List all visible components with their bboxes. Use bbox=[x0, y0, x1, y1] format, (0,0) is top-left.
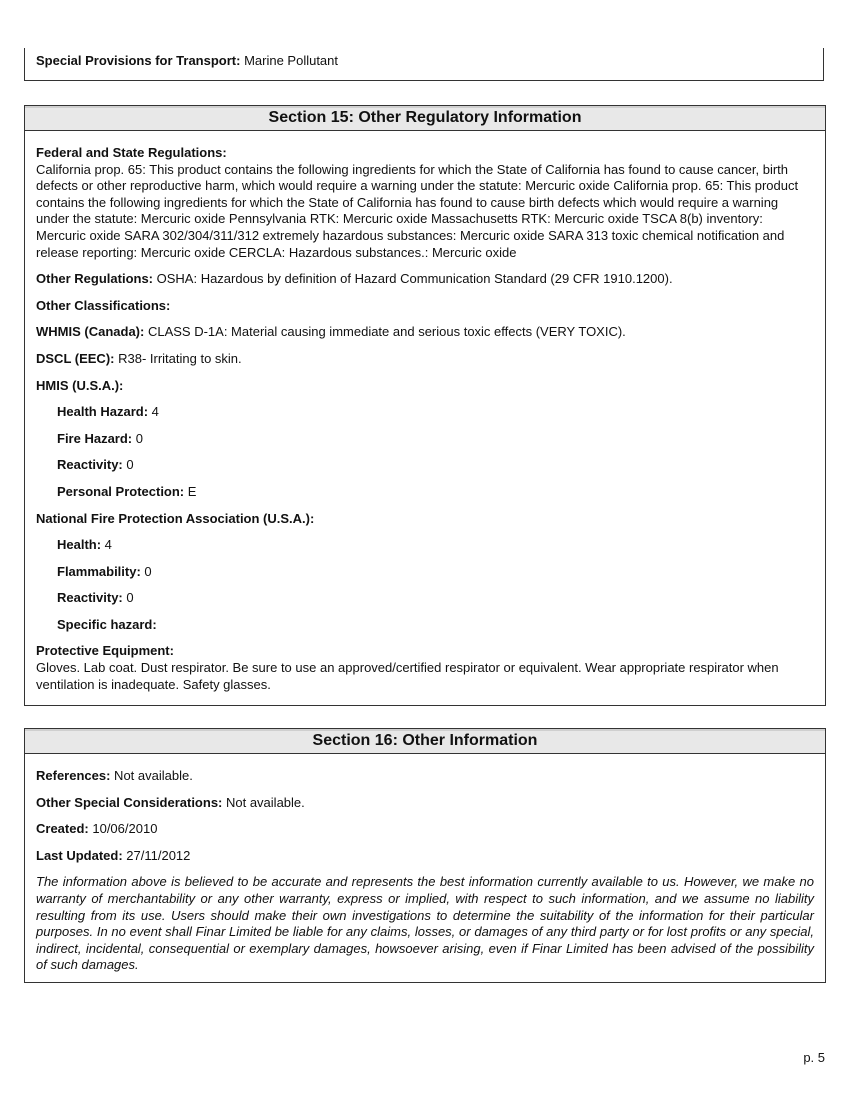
hmis-item-value: 4 bbox=[148, 404, 159, 420]
section-15-body bbox=[25, 131, 825, 705]
special-considerations-value: Not available. bbox=[222, 794, 305, 810]
nfpa-label: National Fire Protection Association (U.S.A.): bbox=[36, 510, 315, 526]
nfpa-item-label: Reactivity: bbox=[57, 590, 123, 606]
section-16-title: Section 16: Other Information bbox=[25, 729, 825, 754]
section-16-body bbox=[25, 754, 825, 982]
other-regulations bbox=[36, 271, 814, 288]
protective-equipment-text: Gloves. Lab coat. Dust respirator. Be sure to use an approved/certified respirator or equivalent. Wear appropriate respirator when ventilation is inadequate. Safety glasses. bbox=[36, 660, 779, 692]
nfpa-health bbox=[36, 537, 814, 554]
last-updated-value: 27/11/2012 bbox=[122, 847, 191, 863]
hmis-item-label: Health Hazard: bbox=[57, 404, 149, 420]
federal-state-text: California prop. 65: This product contains the following ingredients for which the State of California has found to cause cancer, birth defects or other reproductive harm, which would require a warning under the statute: Mercuric oxide California prop. 65: This product contains the following ingredients for which the State of California has found to cause birth defects which would require a warning under the statute: Mercuric oxide Pennsylvania RTK: Mercuric oxide Massachusetts RTK: Mercuric oxide TSCA 8(b) inventory: Mercuric oxide SARA 302/304/311/312 extremely hazardous substances: Mercuric oxide SARA 313 toxic chemical notification and release reporting: Mercuric oxide CERCLA: Hazardous substances.: Mercuric oxide bbox=[36, 161, 799, 260]
whmis-value: CLASS D-1A: Material causing immediate and serious toxic effects (VERY TOXIC). bbox=[144, 324, 626, 340]
nfpa-item-label: Flammability: bbox=[57, 563, 141, 579]
created-label: Created: bbox=[36, 821, 89, 837]
last-updated-date bbox=[36, 848, 814, 865]
created-value: 10/06/2010 bbox=[88, 821, 158, 837]
dscl-value: R38- Irritating to skin. bbox=[114, 350, 242, 366]
section14-continuation-box bbox=[24, 48, 824, 81]
disclaimer-text: The information above is believed to be accurate and represents the best information currently available to us. However, we make no warranty of merchantability or any other warranty, express or implied, with respect to such information, and we assume no liability resulting from its use. Users should make their own investigations to determine the suitability of the information for their particular purposes. In no event shall Finar Limited be liable for any claims, losses, or damages of any third party or for lost profits or any special, indirect, incidental, consequential or exemplary damages, howsoever arising, even if Finar Limited has been advised of the possibility of such damages. bbox=[36, 874, 814, 973]
nfpa-flammability bbox=[36, 564, 814, 581]
section-15 bbox=[24, 105, 826, 706]
references bbox=[36, 768, 814, 785]
hmis-label: HMIS (U.S.A.): bbox=[36, 377, 124, 393]
nfpa-item-label: Health: bbox=[57, 537, 102, 553]
hmis-reactivity bbox=[36, 457, 814, 474]
whmis-label: WHMIS (Canada): bbox=[36, 324, 145, 340]
hmis-item-value: E bbox=[184, 483, 197, 499]
hmis-item-label: Reactivity: bbox=[57, 457, 123, 473]
other-classifications-label: Other Classifications: bbox=[36, 297, 171, 313]
references-value: Not available. bbox=[110, 768, 193, 783]
federal-state-label: Federal and State Regulations: bbox=[36, 145, 227, 160]
protective-equipment bbox=[36, 643, 814, 693]
nfpa-item-value: 0 bbox=[140, 563, 152, 579]
created-date bbox=[36, 821, 814, 838]
hmis-item-value: 0 bbox=[132, 430, 143, 446]
transport-provisions-label: Special Provisions for Transport: bbox=[36, 53, 241, 68]
hmis-fire-hazard bbox=[36, 431, 814, 448]
last-updated-label: Last Updated: bbox=[36, 847, 123, 863]
transport-provisions-value: Marine Pollutant bbox=[240, 53, 339, 68]
special-considerations bbox=[36, 795, 814, 812]
federal-state-regulations bbox=[36, 145, 814, 261]
nfpa-item-value: 4 bbox=[101, 537, 112, 553]
references-label: References: bbox=[36, 768, 111, 783]
special-considerations-label: Other Special Considerations: bbox=[36, 794, 223, 810]
page-number: p. 5 bbox=[803, 1050, 825, 1065]
nfpa-specific-hazard bbox=[36, 617, 814, 634]
whmis-canada bbox=[36, 324, 814, 341]
hmis-item-label: Personal Protection: bbox=[57, 483, 185, 499]
nfpa-item-value: 0 bbox=[122, 590, 134, 606]
nfpa-item-label: Specific hazard: bbox=[57, 616, 157, 632]
dscl-label: DSCL (EEC): bbox=[36, 350, 115, 366]
section-16 bbox=[24, 728, 826, 983]
section-15-title: Section 15: Other Regulatory Information bbox=[25, 106, 825, 131]
other-regulations-value: OSHA: Hazardous by definition of Hazard Communication Standard (29 CFR 1910.1200). bbox=[153, 271, 673, 287]
protective-equipment-label: Protective Equipment: bbox=[36, 643, 174, 659]
dscl-eec bbox=[36, 351, 814, 368]
hmis-health-hazard bbox=[36, 404, 814, 421]
hmis-personal-protection bbox=[36, 484, 814, 501]
hmis-item-label: Fire Hazard: bbox=[57, 430, 133, 446]
transport-provisions-line bbox=[36, 53, 338, 69]
other-regulations-label: Other Regulations: bbox=[36, 271, 154, 287]
nfpa-reactivity bbox=[36, 590, 814, 607]
hmis-item-value: 0 bbox=[122, 457, 134, 473]
